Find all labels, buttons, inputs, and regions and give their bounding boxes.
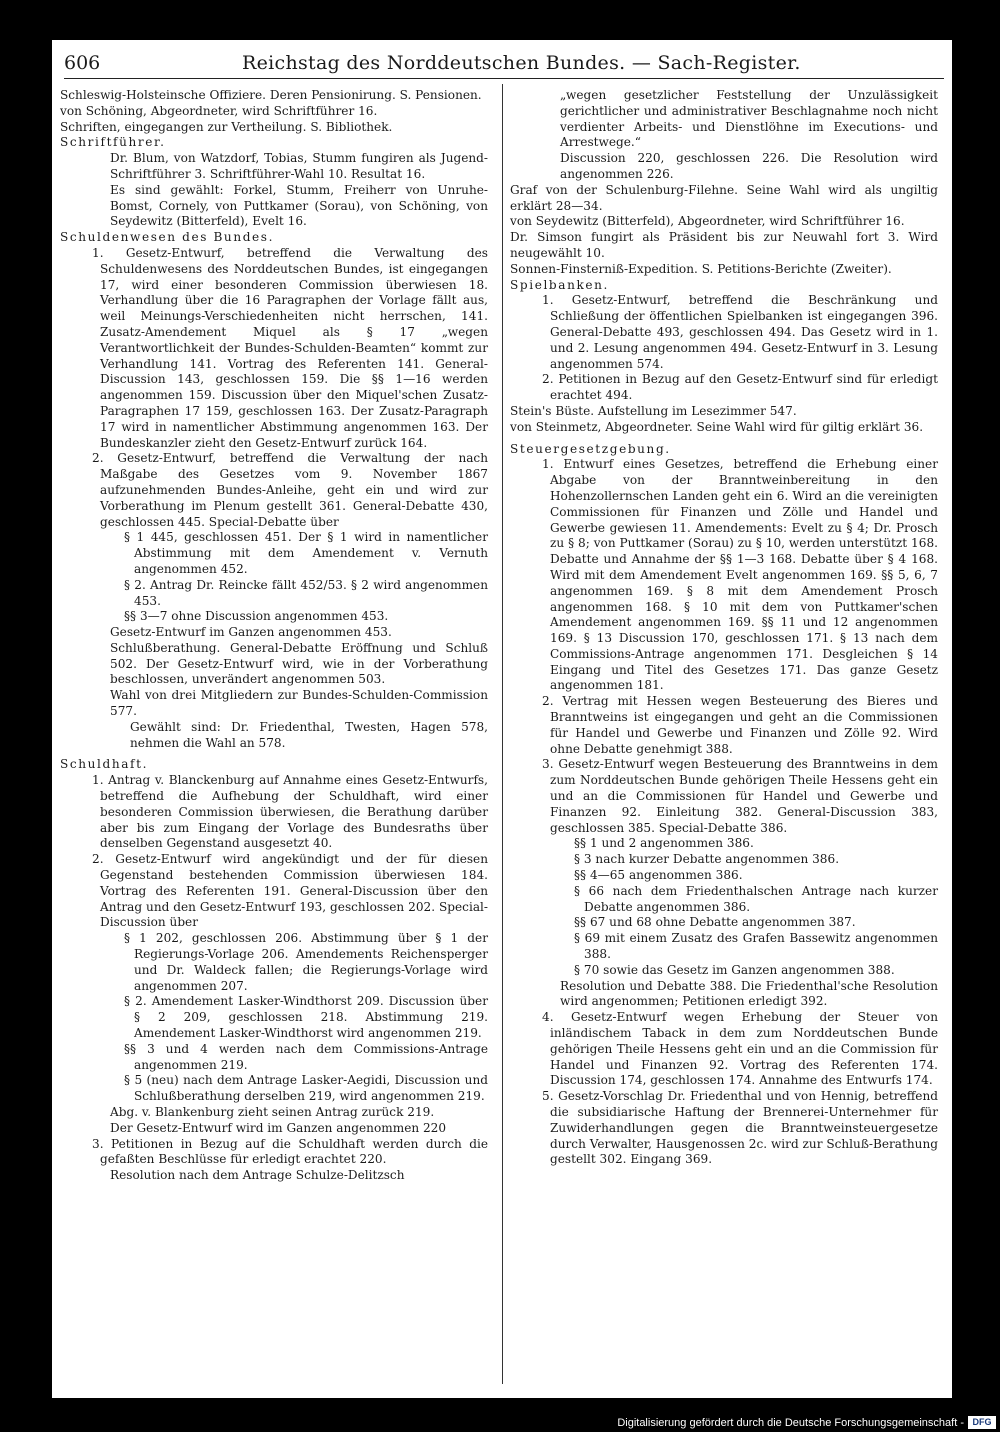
- index-entry: Schriften, eingegangen zur Vertheilung. S. Bibliothek.: [60, 119, 393, 134]
- register-page: [52, 40, 952, 1398]
- entry-text: 1. Entwurf eines Gesetzes, betreffend die Erhebung einer Abgabe von der Branntweinbereitung in den Hohenzollernschen Landen geht ein 6. Wird an die vereinigten Commissionen für Finanzen und Zölle und Handel und Gewerbe gewiesen 11. Amendements: Evelt zu § 4; Dr. Prosch zu § 8; von Puttkamer (Sorau) zu § 10, werden unterstützt 168. Debatte und Annahme der §§ 1—3 168. Debatte über § 4 168. Wird mit dem Amendement Evelt angenommen 169. §§ 5, 6, 7 angenommen 169. § 8 mit dem Amendement Prosch angenommen 168. § 10 mit dem von Puttkamer'schen Amendement angenommen 169. §§ 11 und 12 angenommen 169. § 13 Discussion 170, geschlossen 171. § 13 nach dem Commissions-Antrage angenommen 171. Desgleichen § 14 Eingang und Titel des Gesetzes 171. Das ganze Gesetz angenommen 181.: [542, 457, 938, 693]
- entry-text: § 3 nach kurzer Debatte angenommen 386.: [574, 852, 840, 867]
- entry-text: 4. Gesetz-Entwurf wegen Erhebung der Steuer von inländischem Taback in dem zum Norddeutschen Bunde gehörigen Theile Hessens geht ein und an die Commission für Handel und Finanzen 92. Vortrag des Referenten 174. Discussion 174, geschlossen 174. Annahme des Entwurfs 174.: [542, 1010, 938, 1088]
- page-header: [64, 48, 944, 78]
- entry-text: 1. Antrag v. Blanckenburg auf Annahme eines Gesetz-Entwurfs, betreffend die Aufhebung der Schuldhaft, wird einer besonderen Commission überwiesen, die Berathung darüber aber bis zum Eingang der Vorlage des Bundesraths über denselben Gegenstand ausgesetzt 40.: [92, 773, 488, 851]
- entry-heading: Schuldhaft.: [60, 757, 149, 772]
- entry-text: Schlußberathung. General-Debatte Eröffnung und Schluß 502. Der Gesetz-Entwurf wird, wie in der Vorberathung beschlossen, unverändert angenommen 503.: [110, 640, 488, 687]
- entry-text: § 1 202, geschlossen 206. Abstimmung über § 1 der Regierungs-Vorlage 206. Amendements Reichensperger und Dr. Waldeck fallen; die Regierungs-Vorlage wird angenommen 207.: [124, 931, 488, 993]
- index-entry: von Seydewitz (Bitterfeld), Abgeordneter, wird Schriftführer 16.: [510, 214, 905, 229]
- index-entry: Schleswig-Holsteinsche Offiziere. Deren Pensionirung. S. Pensionen.: [60, 88, 482, 102]
- entry-text: § 66 nach dem Friedenthalschen Antrage nach kurzer Debatte angenommen 386.: [574, 883, 938, 914]
- entry-text: Der Gesetz-Entwurf wird im Ganzen angenommen 220: [110, 1120, 447, 1135]
- entry-text: § 1 445, geschlossen 451. Der § 1 wird in namentlicher Abstimmung mit dem Amendement v. Vernuth angenommen 452.: [124, 530, 488, 576]
- index-entry: Sonnen-Finsterniß-Expedition. S. Petitions-Berichte (Zweiter).: [510, 261, 892, 276]
- entry-text: § 2. Amendement Lasker-Windthorst 209. Discussion über § 2 209, geschlossen 218. Abstimmung 219. Amendement Lasker-Windthorst wird angenommen 219.: [124, 994, 488, 1041]
- entry-text: § 70 sowie das Gesetz im Ganzen angenommen 388.: [574, 962, 895, 977]
- page-title: Reichstag des Norddeutschen Bundes. — Sach-Register.: [242, 52, 801, 74]
- entry-text: 2. Petitionen in Bezug auf den Gesetz-Entwurf sind für erledigt erachtet 494.: [542, 372, 938, 403]
- entry-heading: Spielbanken.: [510, 277, 609, 292]
- entry-text: 1. Gesetz-Entwurf, betreffend die Beschränkung und Schließung der öffentlichen Spielbanken ist eingegangen 396. General-Debatte 493, geschlossen 494. Das Gesetz wird in 1. und 2. Lesung angenommen 494. Gesetz-Entwurf in 3. Lesung angenommen 574.: [542, 293, 938, 371]
- entry-text: 2. Gesetz-Entwurf, betreffend die Verwaltung der nach Maßgabe des Gesetzes vom 9. November 1867 aufzunehmenden Bundes-Anleihe, geht ein und wird zur Vorberathung im Plenum gestellt 361. General-Debatte 430, geschlossen 445. Special-Debatte über: [92, 451, 488, 529]
- index-entry: Dr. Simson fungirt als Präsident bis zur Neuwahl fort 3. Wird neugewählt 10.: [510, 230, 938, 260]
- index-entry: von Schöning, Abgeordneter, wird Schriftführer 16.: [60, 103, 378, 118]
- entry-text: 5. Gesetz-Vorschlag Dr. Friedenthal und von Hennig, betreffend die subsidiarische Haftung der Brennerei-Unternehmer für Zuwiderhandlungen gegen die Branntweinsteuergesetze durch Verwalter, Hausgenossen 2c. wird zur Schluß-Berathung gestellt 302. Eingang 369.: [542, 1089, 938, 1167]
- entry-text: §§ 67 und 68 ohne Debatte angenommen 387.: [574, 915, 856, 930]
- right-column: [510, 88, 938, 1168]
- entry-text: Gewählt sind: Dr. Friedenthal, Twesten, Hagen 578, nehmen die Wahl an 578.: [130, 719, 488, 750]
- entry-text: § 5 (neu) nach dem Antrage Lasker-Aegidi, Discussion und Schlußberathung derselben 219, wird angenommen 219.: [124, 1073, 488, 1104]
- entry-text: „wegen gesetzlicher Feststellung der Unzulässigkeit gerichtlicher und administrativer Beschlagnahme noch nicht verdienter Arbeits- und Dienstlöhne im Executions- und Arrestwege.“: [560, 88, 938, 150]
- entry-heading: Schuldenwesen des Bundes.: [60, 230, 275, 245]
- entry-text: Wahl von drei Mitgliedern zur Bundes-Schulden-Commission 577.: [110, 688, 488, 719]
- page-number: 606: [64, 52, 101, 74]
- entry-heading: Schriftführer.: [60, 135, 166, 150]
- entry-text: § 2. Antrag Dr. Reincke fällt 452/53. § 2 wird angenommen 453.: [124, 577, 488, 608]
- entry-text: Resolution und Debatte 388. Die Friedenthal'sche Resolution wird angenommen; Petitionen erledigt 392.: [560, 978, 938, 1009]
- index-entry: von Steinmetz, Abgeordneter. Seine Wahl wird für giltig erklärt 36.: [510, 419, 924, 434]
- index-entry: Graf von der Schulenburg-Filehne. Seine Wahl wird als ungiltig erklärt 28—34.: [510, 182, 938, 213]
- entry-text: Gesetz-Entwurf im Ganzen angenommen 453.: [110, 625, 392, 640]
- entry-text: Dr. Blum, von Watzdorf, Tobias, Stumm fungiren als Jugend-Schriftführer 3. Schriftführer-Wahl 10. Resultat 16.: [110, 151, 488, 181]
- dfg-logo: DFG: [968, 1416, 996, 1429]
- digitization-footer: [0, 1414, 1000, 1432]
- entry-text: 3. Gesetz-Entwurf wegen Besteuerung des Branntweins in dem zum Norddeutschen Bunde gehörigen Theile Hessens geht ein und an die Commissionen für Handel und Gewerbe und Finanzen 92. Einleitung 382. General-Discussion 383, geschlossen 385. Special-Debatte 386.: [542, 757, 938, 835]
- entry-text: 2. Gesetz-Entwurf wird angekündigt und der für diesen Gegenstand bestehenden Commission überwiesen 184. Vortrag des Referenten 191. General-Discussion über den Antrag und den Gesetz-Entwurf 193, geschlossen 202. Special-Discussion über: [92, 852, 488, 930]
- column-divider: [502, 84, 503, 1384]
- entry-text: §§ 4—65 angenommen 386.: [574, 868, 743, 883]
- funding-credit: Digitalisierung gefördert durch die Deutsche Forschungsgemeinschaft -: [617, 1417, 964, 1429]
- entry-text: 3. Petitionen in Bezug auf die Schuldhaft werden durch die gefaßten Beschlüsse für erledigt erachtet 220.: [92, 1136, 488, 1167]
- entry-text: §§ 3 und 4 werden nach dem Commissions-Antrage angenommen 219.: [124, 1041, 488, 1072]
- entry-text: Discussion 220, geschlossen 226. Die Resolution wird angenommen 226.: [560, 151, 938, 181]
- entry-text: 1. Gesetz-Entwurf, betreffend die Verwaltung des Schuldenwesens des Norddeutschen Bundes, ist eingegangen 17, wird einer besonderen Commission überwiesen 18. Verhandlung über die 16 Paragraphen der Vorlage fällt aus, weil Meinungs-Verschiedenheiten nicht herrschen, 141. Zusatz-Amendement Miquel als § 17 „wegen Verantwortlichkeit der Bundes-Schulden-Beamten“ kommt zur Verhandlung 141. Vortrag des Referenten 141. General-Discussion 143, geschlossen 159. Die §§ 1—16 werden angenommen 159. Discussion über den Miquel'schen Zusatz-Paragraphen 17 159, geschlossen 163. Der Zusatz-Paragraph 17 wird in namentlicher Abstimmung angenommen 163. Der Bundeskanzler zieht den Gesetz-Entwurf zurück 164.: [92, 245, 488, 450]
- entry-text: §§ 1 und 2 angenommen 386.: [574, 836, 754, 851]
- entry-text: Es sind gewählt: Forkel, Stumm, Freiherr von Unruhe-Bomst, Cornely, von Puttkamer (Sorau), von Schöning, von Seydewitz (Bitterfeld), Evelt 16.: [110, 182, 488, 229]
- entry-text: Resolution nach dem Antrage Schulze-Delitzsch: [110, 1168, 405, 1183]
- index-entry: Stein's Büste. Aufstellung im Lesezimmer 547.: [510, 403, 797, 418]
- left-column: [60, 88, 488, 1184]
- header-rule: [64, 78, 944, 79]
- entry-text: §§ 3—7 ohne Discussion angenommen 453.: [124, 609, 389, 624]
- entry-text: Abg. v. Blankenburg zieht seinen Antrag zurück 219.: [110, 1105, 435, 1119]
- entry-text: § 69 mit einem Zusatz des Grafen Bassewitz angenommen 388.: [574, 931, 938, 962]
- entry-heading: Steuergesetzgebung.: [510, 441, 671, 456]
- entry-text: 2. Vertrag mit Hessen wegen Besteuerung des Bieres und Branntweins ist eingegangen und geht an die Commissionen für Handel und Gewerbe und Finanzen und Zölle 92. Wird ohne Debatte genehmigt 388.: [542, 694, 938, 756]
